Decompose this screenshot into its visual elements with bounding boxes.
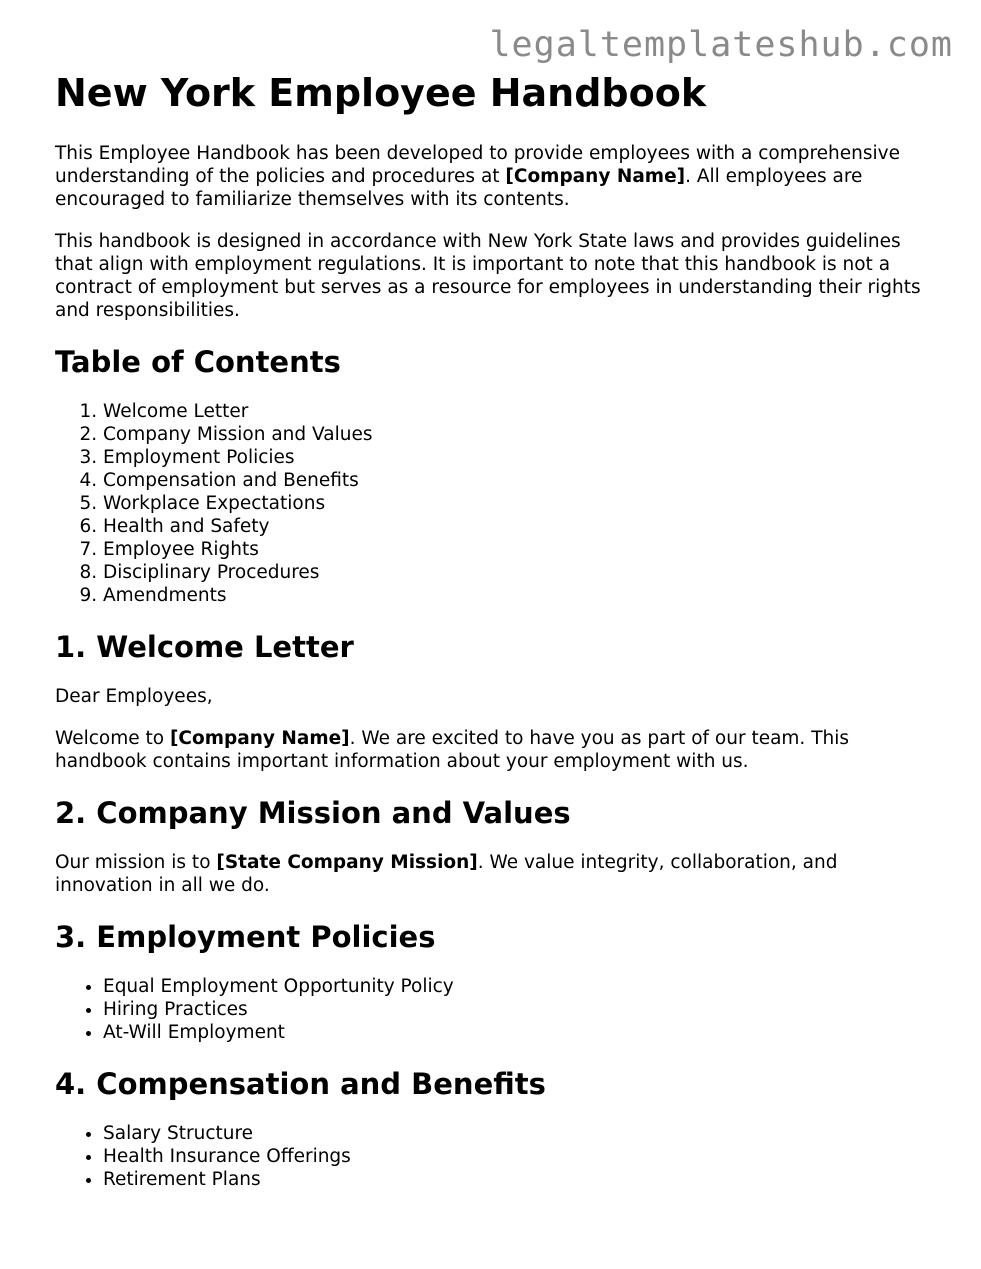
policies-list: [55, 975, 935, 1044]
mission-text: . We value integrity, collaboration, and innovation in all we do.: [55, 852, 838, 896]
compensation-list: [55, 1122, 935, 1191]
welcome-salutation: Dear Employees,: [55, 686, 213, 707]
intro-text: . All employees are encouraged to familiarize themselves with its contents.: [55, 166, 863, 210]
toc-item: 5. Workplace Expectations: [103, 492, 935, 515]
compensation-item: • Health Insurance Offerings: [103, 1145, 935, 1168]
toc-item: 3. Employment Policies: [103, 446, 935, 469]
compensation-item: • Salary Structure: [103, 1122, 935, 1145]
document-title: New York Employee Handbook: [55, 71, 707, 115]
document-page: [55, 70, 935, 1209]
mission-text: Our mission is to: [55, 852, 217, 873]
company-name-placeholder: [Company Name]: [169, 728, 350, 749]
toc-item: 4. Compensation and Benefits: [103, 469, 935, 492]
mission-heading: 2. Company Mission and Values: [55, 796, 571, 830]
toc-item: 1. Welcome Letter: [103, 400, 935, 423]
compensation-heading: 4. Compensation and Benefits: [55, 1067, 546, 1101]
policies-heading: 3. Employment Policies: [55, 920, 436, 954]
mission-paragraph: [55, 851, 935, 897]
welcome-paragraph: [55, 727, 935, 773]
policy-item: • Hiring Practices: [103, 998, 935, 1021]
watermark: legaltemplateshub.com: [489, 25, 953, 65]
compensation-item: • Retirement Plans: [103, 1168, 935, 1191]
toc-item: 7. Employee Rights: [103, 538, 935, 561]
welcome-heading: 1. Welcome Letter: [55, 630, 354, 664]
toc-item: 8. Disciplinary Procedures: [103, 561, 935, 584]
toc-item: 6. Health and Safety: [103, 515, 935, 538]
toc-item: 9. Amendments: [103, 584, 935, 607]
policy-item: • Equal Employment Opportunity Policy: [103, 975, 935, 998]
policy-item: • At-Will Employment: [103, 1021, 935, 1044]
toc-item: 2. Company Mission and Values: [103, 423, 935, 446]
mission-placeholder: [State Company Mission]: [216, 852, 478, 873]
intro-text: This Employee Handbook has been developed to provide employees with a comprehensive understanding of the policies and procedures at: [55, 143, 901, 187]
intro-paragraph-1: [55, 142, 935, 211]
welcome-text: . We are excited to have you as part of our team. This handbook contains important information about your employment with us.: [55, 728, 849, 772]
toc-list: [55, 400, 935, 607]
company-name-placeholder: [Company Name]: [505, 166, 686, 187]
toc-heading: Table of Contents: [55, 345, 341, 379]
welcome-text: Welcome to: [55, 728, 170, 749]
intro-paragraph-2: This handbook is designed in accordance with New York State laws and provides guidelines that align with employment regulations. It is important to note that this handbook is not a contract of employment but serves as a resource for employees in understanding their rights and responsibilities.: [55, 231, 921, 321]
